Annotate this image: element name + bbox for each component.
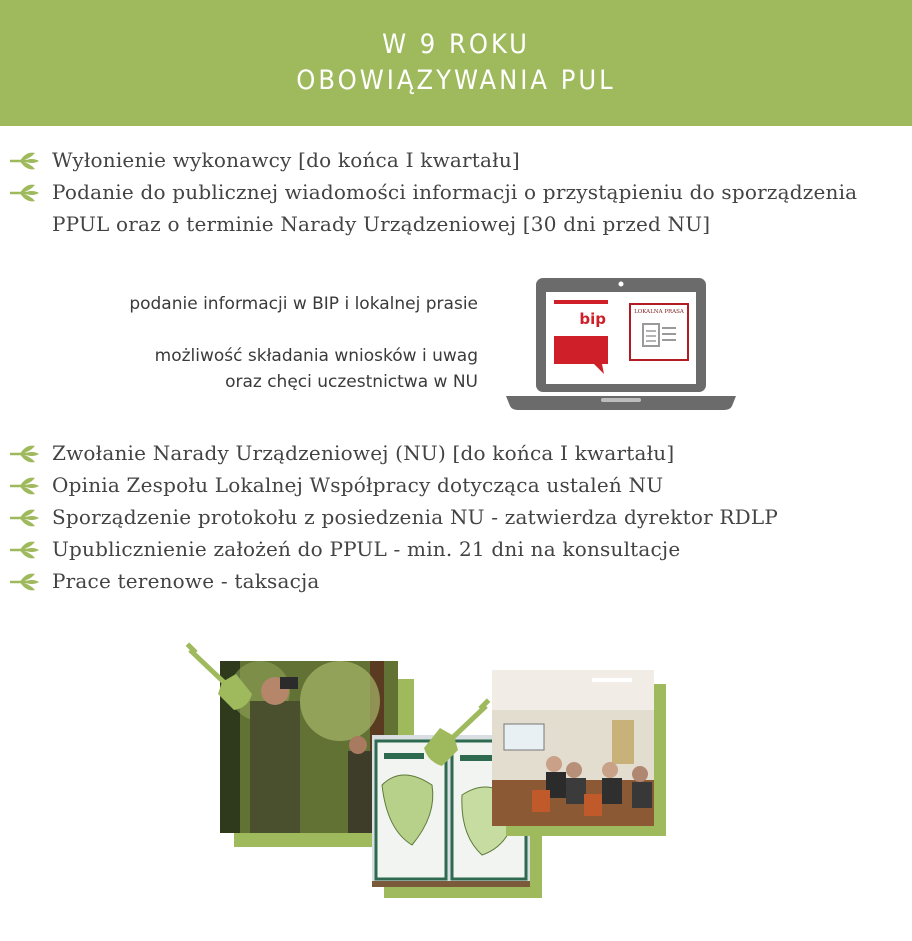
bullet-text: Wyłonienie wykonawcy [do końca I kwartału] <box>52 148 520 172</box>
list-item <box>10 501 900 533</box>
process-text-bip: podanie informacji w BIP i lokalnej prasie <box>129 294 478 314</box>
list-item <box>10 176 900 240</box>
press-label: LOKALNA PRASA <box>634 309 684 315</box>
leaf-icon <box>10 539 40 561</box>
process-text-line: możliwość składania wniosków i uwag <box>154 346 478 366</box>
list-item <box>10 565 900 597</box>
leaf-icon <box>10 150 40 172</box>
laptop-illustration <box>506 276 736 412</box>
bullet-list-bottom <box>10 437 900 597</box>
list-item <box>10 533 900 565</box>
leaf-icon <box>10 475 40 497</box>
bullet-text: Opinia Zespołu Lokalnej Współpracy dotycząca ustaleń NU <box>52 473 664 497</box>
bip-label: bip <box>579 310 606 328</box>
bullet-text: Podanie do publicznej wiadomości informacji o przystąpieniu do sporządzenia PPUL oraz o terminie Narady Urządzeniowej [30 dni przed NU] <box>52 180 858 236</box>
list-item <box>10 469 900 501</box>
list-item <box>10 437 900 469</box>
bullet-text: Zwołanie Narady Urządzeniowej (NU) [do końca I kwartału] <box>52 441 675 465</box>
press-icon <box>630 304 688 360</box>
shovel-icon <box>420 698 494 772</box>
bullet-text: Sporządzenie protokołu z posiedzenia NU - zatwierdza dyrektor RDLP <box>52 505 779 529</box>
header-banner <box>0 0 912 126</box>
leaf-icon <box>10 182 40 204</box>
header-title-line1: W 9 ROKU <box>382 29 530 60</box>
bullet-list-top <box>10 144 900 240</box>
photo-meeting-room <box>492 670 654 826</box>
process-text-requests <box>155 343 478 395</box>
bullet-text: Upublicznienie założeń do PPUL - min. 21 dni na konsultacje <box>52 537 681 561</box>
process-text-line: oraz chęci uczestnictwa w NU <box>225 372 478 392</box>
shovel-icon <box>184 642 256 714</box>
leaf-icon <box>10 443 40 465</box>
list-item <box>10 144 900 176</box>
bullet-text: Prace terenowe - taksacja <box>52 569 320 593</box>
leaf-icon <box>10 571 40 593</box>
header-title-line2: OBOWIĄZYWANIA PUL <box>296 65 616 96</box>
leaf-icon <box>10 507 40 529</box>
